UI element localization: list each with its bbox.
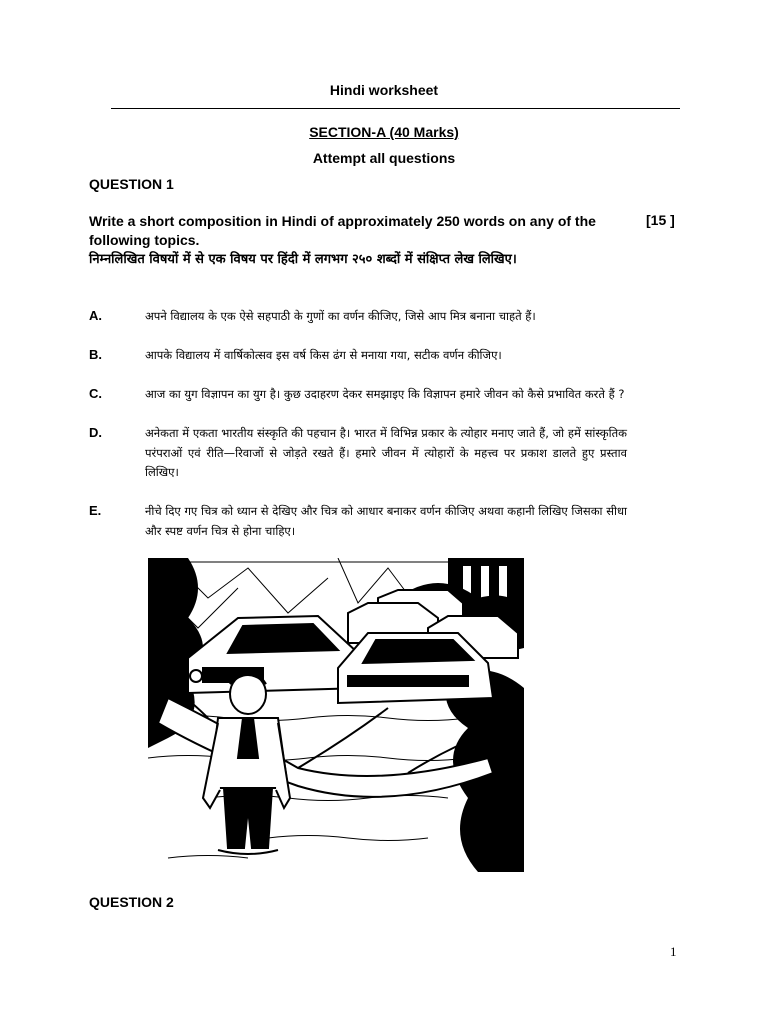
- question-1-instruction-hi: निम्नलिखित विषयों में से एक विषय पर हिंदी में लगभग २५० शब्दों में संक्षिप्त लेख लिखिए।: [89, 252, 517, 267]
- option-c-letter: C.: [89, 386, 102, 401]
- question-1-marks: [15 ]: [646, 212, 675, 228]
- option-a-text: अपने विद्यालय के एक ऐसे सहपाठी के गुणों का वर्णन कीजिए, जिसे आप मित्र बनाना चाहते हैं।: [145, 309, 536, 323]
- question-1-instruction-en: Write a short composition in Hindi of approximately 250 words on any of the following topics.: [89, 213, 596, 248]
- option-c-text: आज का युग विज्ञापन का युग है। कुछ उदाहरण देकर समझाइए कि विज्ञापन हमारे जीवन को कैसे प्रभावित करते हैं ?: [145, 387, 625, 401]
- option-a-letter: A.: [89, 308, 102, 323]
- option-d-letter: D.: [89, 425, 102, 440]
- question-1-heading: QUESTION 1: [89, 176, 174, 192]
- section-heading: SECTION-A (40 Marks): [309, 124, 459, 140]
- title-divider: [111, 108, 680, 109]
- flood-scene-illustration: [148, 558, 524, 872]
- option-b-text: आपके विद्यालय में वार्षिकोत्सव इस वर्ष किस ढंग से मनाया गया, सटीक वर्णन कीजिए।: [145, 348, 502, 362]
- option-b-letter: B.: [89, 347, 102, 362]
- page-number: 1: [670, 944, 677, 959]
- attempt-instruction: Attempt all questions: [312, 150, 456, 166]
- option-e-text: नीचे दिए गए चित्र को ध्यान से देखिए और चित्र को आधार बनाकर वर्णन कीजिए अथवा कहानी लिखिए जिसका सीधा और स्पष्ट वर्णन चित्र से होना चाहिए।: [145, 504, 627, 538]
- option-d-text: अनेकता में एकता भारतीय संस्कृति की पहचान है। भारत में विभिन्न प्रकार के त्योहार मनाए जाते हैं, जो हमें सांस्कृतिक परंपराओं एवं रीति—रिवाजों से जोड़ते रखते हैं। हमारे जीवन में त्योहारों के महत्त्व पर प्रकाश डालते हुए प्रस्ताव लिखिए।: [145, 426, 627, 479]
- worksheet-title: Hindi worksheet: [329, 82, 439, 98]
- question-2-heading: QUESTION 2: [89, 894, 174, 910]
- option-e-letter: E.: [89, 503, 102, 518]
